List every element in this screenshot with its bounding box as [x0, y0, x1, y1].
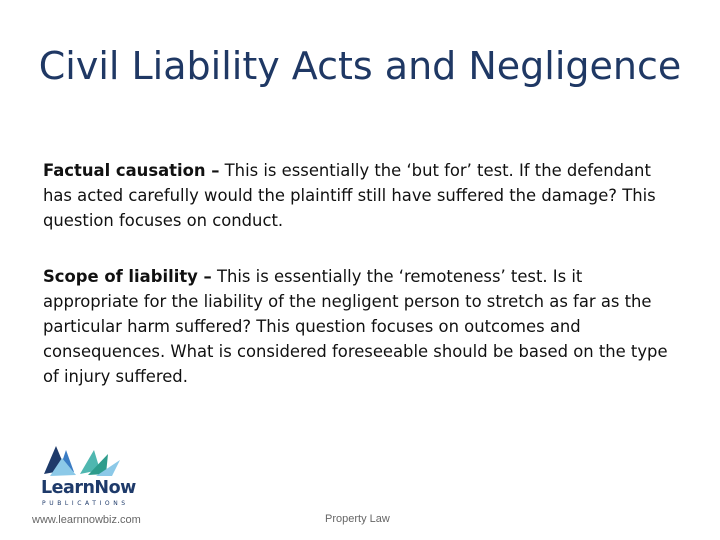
footer-url: www.learnnowbiz.com [32, 514, 141, 526]
logo-subtitle: PUBLICATIONS [42, 500, 129, 507]
paragraph-scope-of-liability [43, 264, 683, 389]
term-scope-of-liability: Scope of liability – [43, 267, 212, 286]
learnnow-logo [36, 440, 166, 510]
slide-title: Civil Liability Acts and Negligence [38, 44, 682, 88]
paragraph-text: This is essentially the ‘remoteness’ test. Is it appropriate for the liability of the negligent person to stretch as far as the particular harm suffered? This question focuses on outcomes and consequences. What is considered foreseeable should be based on the type of injury suffered. [43, 267, 668, 386]
term-factual-causation: Factual causation – [43, 161, 220, 180]
footer-label: Property Law [325, 513, 390, 525]
logo-wordmark: LearnNow [41, 478, 136, 498]
paragraph-text: This is essentially the ‘but for’ test. If the defendant has acted carefully would the plaintiff still have suffered the damage? This question focuses on conduct. [43, 161, 656, 230]
paragraph-factual-causation [43, 158, 683, 233]
open-book-logo-icon [36, 440, 126, 480]
